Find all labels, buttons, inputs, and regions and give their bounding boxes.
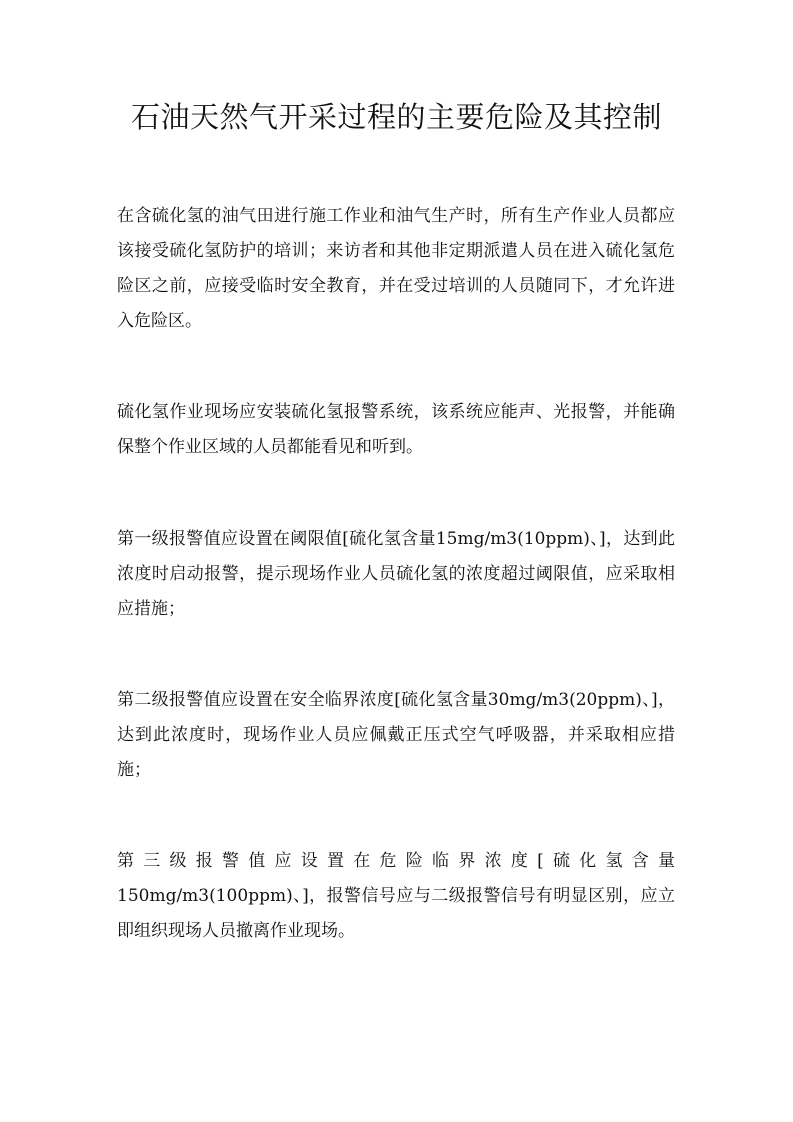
paragraph-alarm-level-2: 第二级报警值应设置在安全临界浓度[硫化氢含量30mg/m3(20ppm)、]，达到此浓度时，现场作业人员应佩戴正压式空气呼吸器，并采取相应措施；: [117, 690, 675, 780]
paragraph-alarm-system: 硫化氢作业现场应安装硫化氢报警系统，该系统应能声、光报警，并能确保整个作业区域的人员都能看见和听到。: [117, 402, 675, 457]
paragraph-training: 在含硫化氢的油气田进行施工作业和油气生产时，所有生产作业人员都应该接受硫化氢防护的培训；来访者和其他非定期派遣人员在进入硫化氢危险区之前，应接受临时安全教育，并在受过培训的人员随同下，才允许进入危险区。: [117, 206, 675, 331]
document-title: 石油天然气开采过程的主要危险及其控制: [130, 100, 662, 134]
paragraph-alarm-level-3: 第三级报警值应设置在危险临界浓度[硫化氢含量150mg/m3(100ppm)、]，报警信号应与二级报警信号有明显区别，应立即组织现场人员撤离作业现场。: [117, 851, 675, 941]
paragraph-alarm-level-1: 第一级报警值应设置在阈限值[硫化氢含量15mg/m3(10ppm)、]，达到此浓度时启动报警，提示现场作业人员硫化氢的浓度超过阈限值，应采取相应措施；: [117, 529, 675, 619]
